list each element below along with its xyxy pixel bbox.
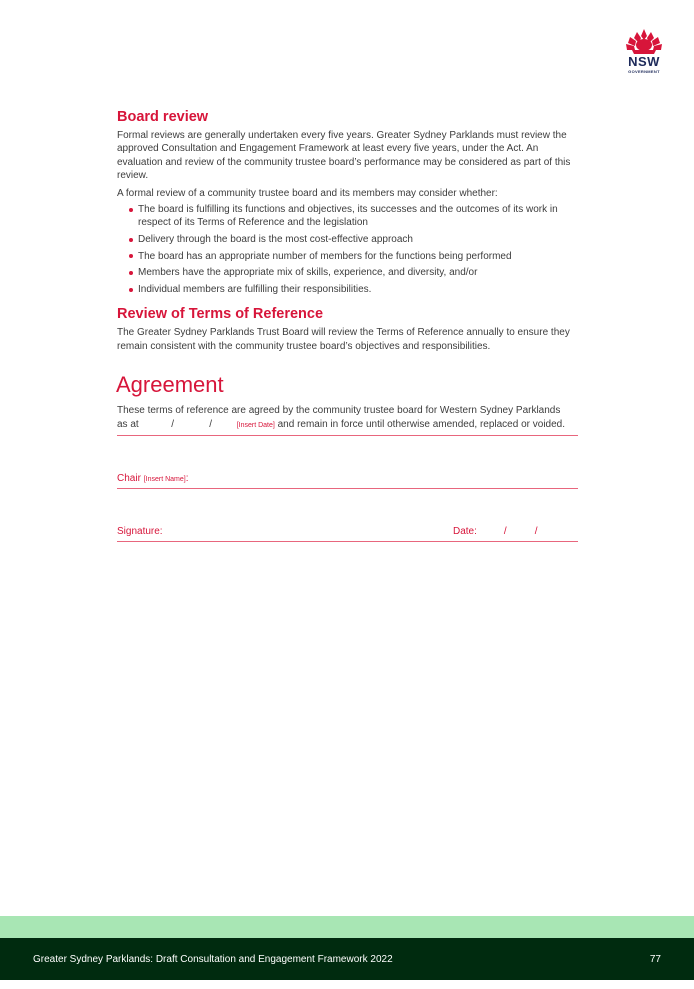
- logo-nsw-text: NSW: [628, 54, 660, 69]
- nsw-government-logo: [620, 28, 668, 76]
- signature-label: Signature:: [117, 526, 163, 537]
- list-item: Individual members are fulfilling their responsibilities.: [129, 283, 579, 296]
- agreement-heading: Agreement: [116, 372, 224, 397]
- agreement-text: [117, 404, 579, 433]
- footer-accent-band: [0, 916, 694, 938]
- agreement-line-2: and remain in force until otherwise amended, replaced or voided.: [277, 419, 565, 430]
- list-item: Members have the appropriate mix of skills, experience, and diversity, and/or: [129, 266, 579, 279]
- chair-field-label: [117, 472, 188, 486]
- chair-colon: :: [185, 473, 189, 484]
- review-criteria-list: [117, 203, 579, 296]
- agreement-date-underline: [117, 435, 578, 436]
- list-item: Delivery through the board is the most cost-effective approach: [129, 233, 579, 246]
- insert-name-placeholder: [Insert Name]: [143, 476, 186, 483]
- list-item: The board is fulfilling its functions and objectives, its successes and the outcomes of its work in respect of its Terms of Reference and the legislation: [129, 203, 579, 230]
- date-slash: /: [171, 419, 175, 430]
- board-review-paragraph-2: A formal review of a community trustee board and its members may consider whether:: [117, 187, 498, 199]
- insert-date-placeholder: [Insert Date]: [236, 422, 275, 429]
- page-footer: [0, 938, 694, 980]
- board-review-heading: Board review: [117, 109, 209, 125]
- waratah-icon: [620, 28, 668, 56]
- chair-label: Chair: [117, 473, 141, 484]
- signature-line[interactable]: [117, 541, 578, 542]
- date-label: Date:: [453, 526, 477, 537]
- main-content: [117, 108, 579, 353]
- terms-review-heading: Review of Terms of Reference: [117, 306, 324, 323]
- page-number: 77: [649, 954, 661, 965]
- footer-document-title: Greater Sydney Parklands: Draft Consultation and Engagement Framework 2022: [33, 954, 393, 965]
- as-at-label: as at: [117, 419, 139, 430]
- logo-government-text: GOVERNMENT: [628, 69, 660, 74]
- date-slash: /: [534, 526, 538, 537]
- date-slash: /: [209, 419, 213, 430]
- date-slash: /: [503, 526, 507, 537]
- terms-review-paragraph: The Greater Sydney Parklands Trust Board will review the Terms of Reference annually to ensure they remain consistent with the community trustee board’s objectives and responsibilities.: [117, 327, 570, 352]
- chair-signature-line[interactable]: [117, 488, 578, 489]
- date-field-label: [453, 525, 537, 538]
- agreement-line-1: These terms of reference are agreed by the community trustee board for Western Sydney Parklands: [117, 405, 561, 416]
- board-review-paragraph-1: Formal reviews are generally undertaken every five years. Greater Sydney Parklands must review the approved Consultation and Engagement Framework at least every five years, under the Act. An evaluation and review of the community trustee board’s performance may be considered as part of this review.: [117, 130, 571, 182]
- list-item: The board has an appropriate number of members for the functions being performed: [129, 250, 579, 263]
